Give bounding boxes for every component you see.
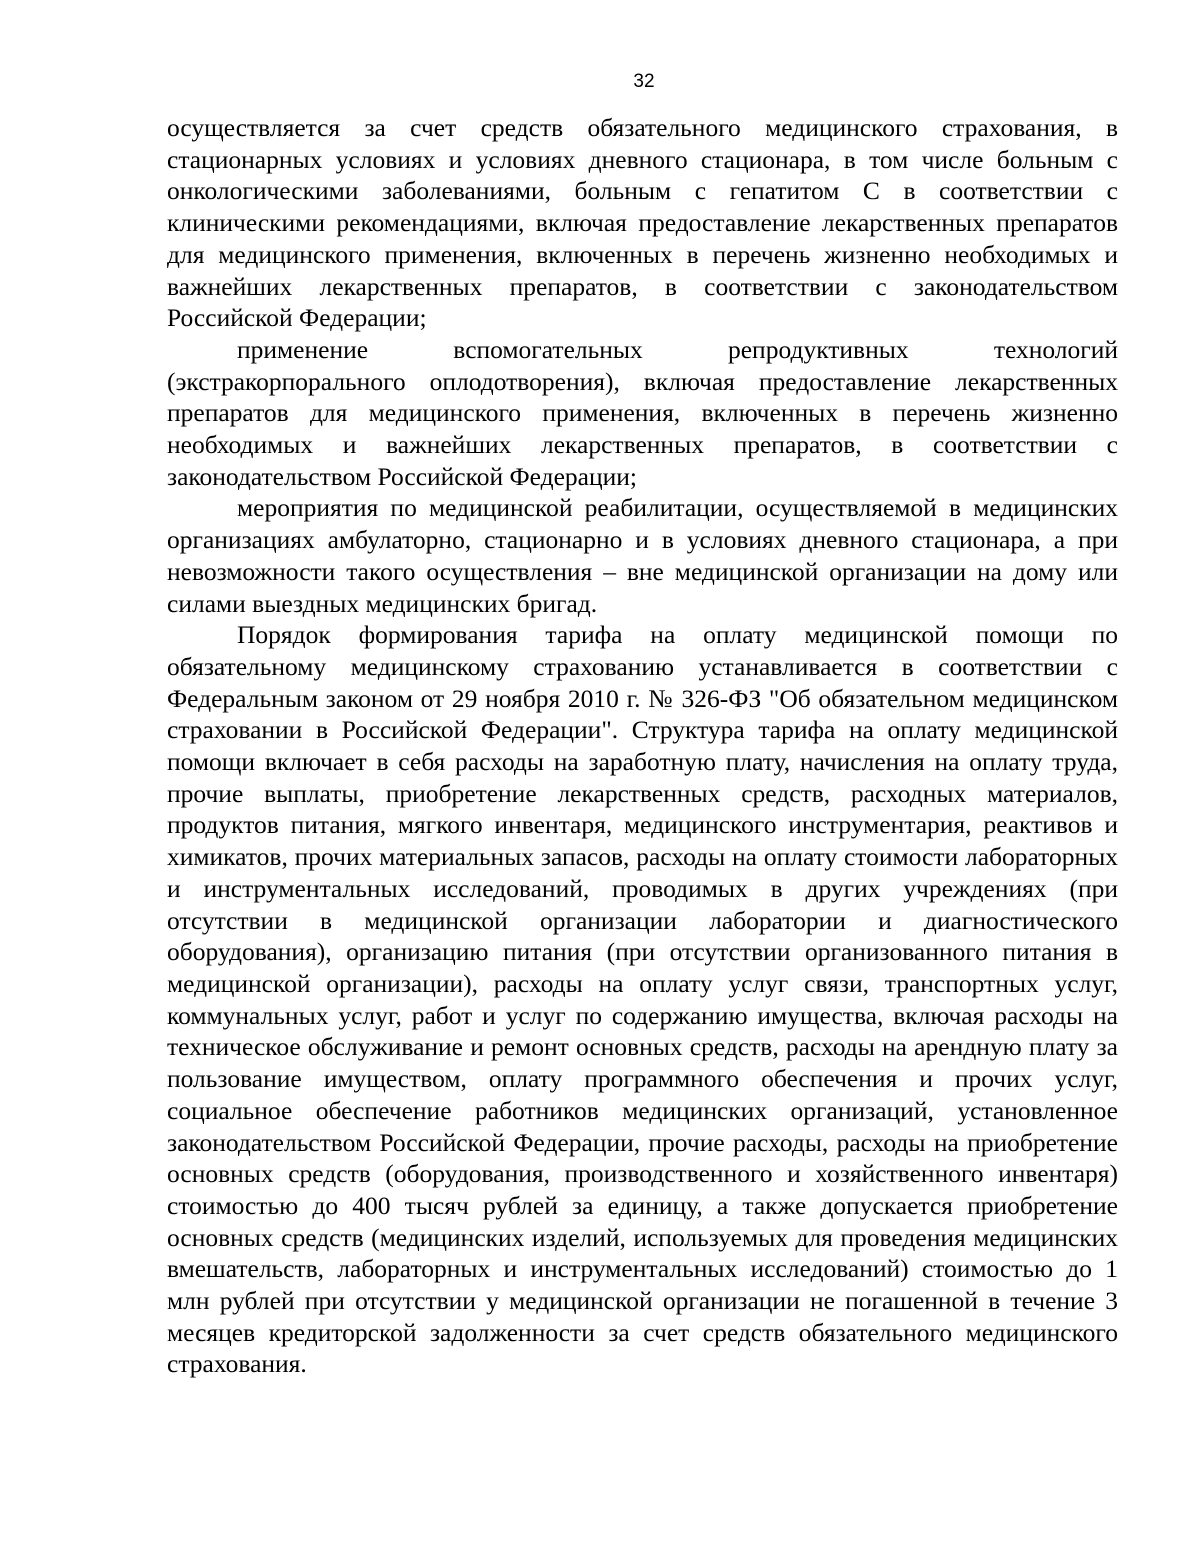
paragraph-reproductive-technologies: применение вспомогательных репродуктивных технологий (экстракорпорального оплодотворения), включая предоставление лекарственных препаратов для медицинского применения, включенных в перечень жизненно необходимых и важнейших лекарственных препаратов, в соответствии с законодательством Российской Федерации; [167,334,1118,491]
paragraph-tariff-structure: Порядок формирования тарифа на оплату медицинской помощи по обязательному медицинскому страхованию устанавливается в соответствии с Федеральным законом от 29 ноября 2010 г. № 326-ФЗ "Об обязательном медицинском страховании в Российской Федерации". Структура тарифа на оплату медицинской помощи включает в себя расходы на заработную плату, начисления на оплату труда, прочие выплаты, приобретение лекарственных средств, расходных материалов, продуктов питания, мягкого инвентаря, медицинского инструментария, реактивов и химикатов, прочих материальных запасов, расходы на оплату стоимости лабораторных и инструментальных исследований, проводимых в других учреждениях (при отсутствии в медицинской организации лаборатории и диагностического оборудования), организацию питания (при отсутствии организованного питания в медицинской организации), расходы на оплату услуг связи, транспортных услуг, коммунальных услуг, работ и услуг по содержанию имущества, включая расходы на техническое обслуживание и ремонт основных средств, расходы на арендную плату за пользование имуществом, оплату программного обеспечения и прочих услуг, социальное обеспечение работников медицинских организаций, установленное законодательством Российской Федерации, прочие расходы, расходы на приобретение основных средств (оборудования, производственного и хозяйственного инвентаря) стоимостью до 400 тысяч рублей за единицу, а также допускается приобретение основных средств (медицинских изделий, используемых для проведения медицинских вмешательств, лабораторных и инструментальных исследований) стоимостью до 1 млн рублей при отсутствии у медицинской организации не погашенной в течение 3 месяцев кредиторской задолженности за счет средств обязательного медицинского страхования. [167,620,1118,1379]
paragraph-oms-funding-continuation: осуществляется за счет средств обязательного медицинского страхования, в стационарных условиях и условиях дневного стационара, в том числе больным с онкологическими заболеваниями, больным с гепатитом С в соответствии с клиническими рекомендациями, включая предоставление лекарственных препаратов для медицинского применения, включенных в перечень жизненно необходимых и важнейших лекарственных препаратов, в соответствии с законодательством Российской Федерации; [167,113,1118,333]
paragraph-medical-rehabilitation: мероприятия по медицинской реабилитации, осуществляемой в медицинских организациях амбулаторно, стационарно и в условиях дневного стационара, а при невозможности такого осуществления – вне медицинской организации на дому или силами выездных медицинских бригад. [167,493,1118,618]
page-number: 32 [633,71,655,92]
document-body [167,112,1118,1380]
